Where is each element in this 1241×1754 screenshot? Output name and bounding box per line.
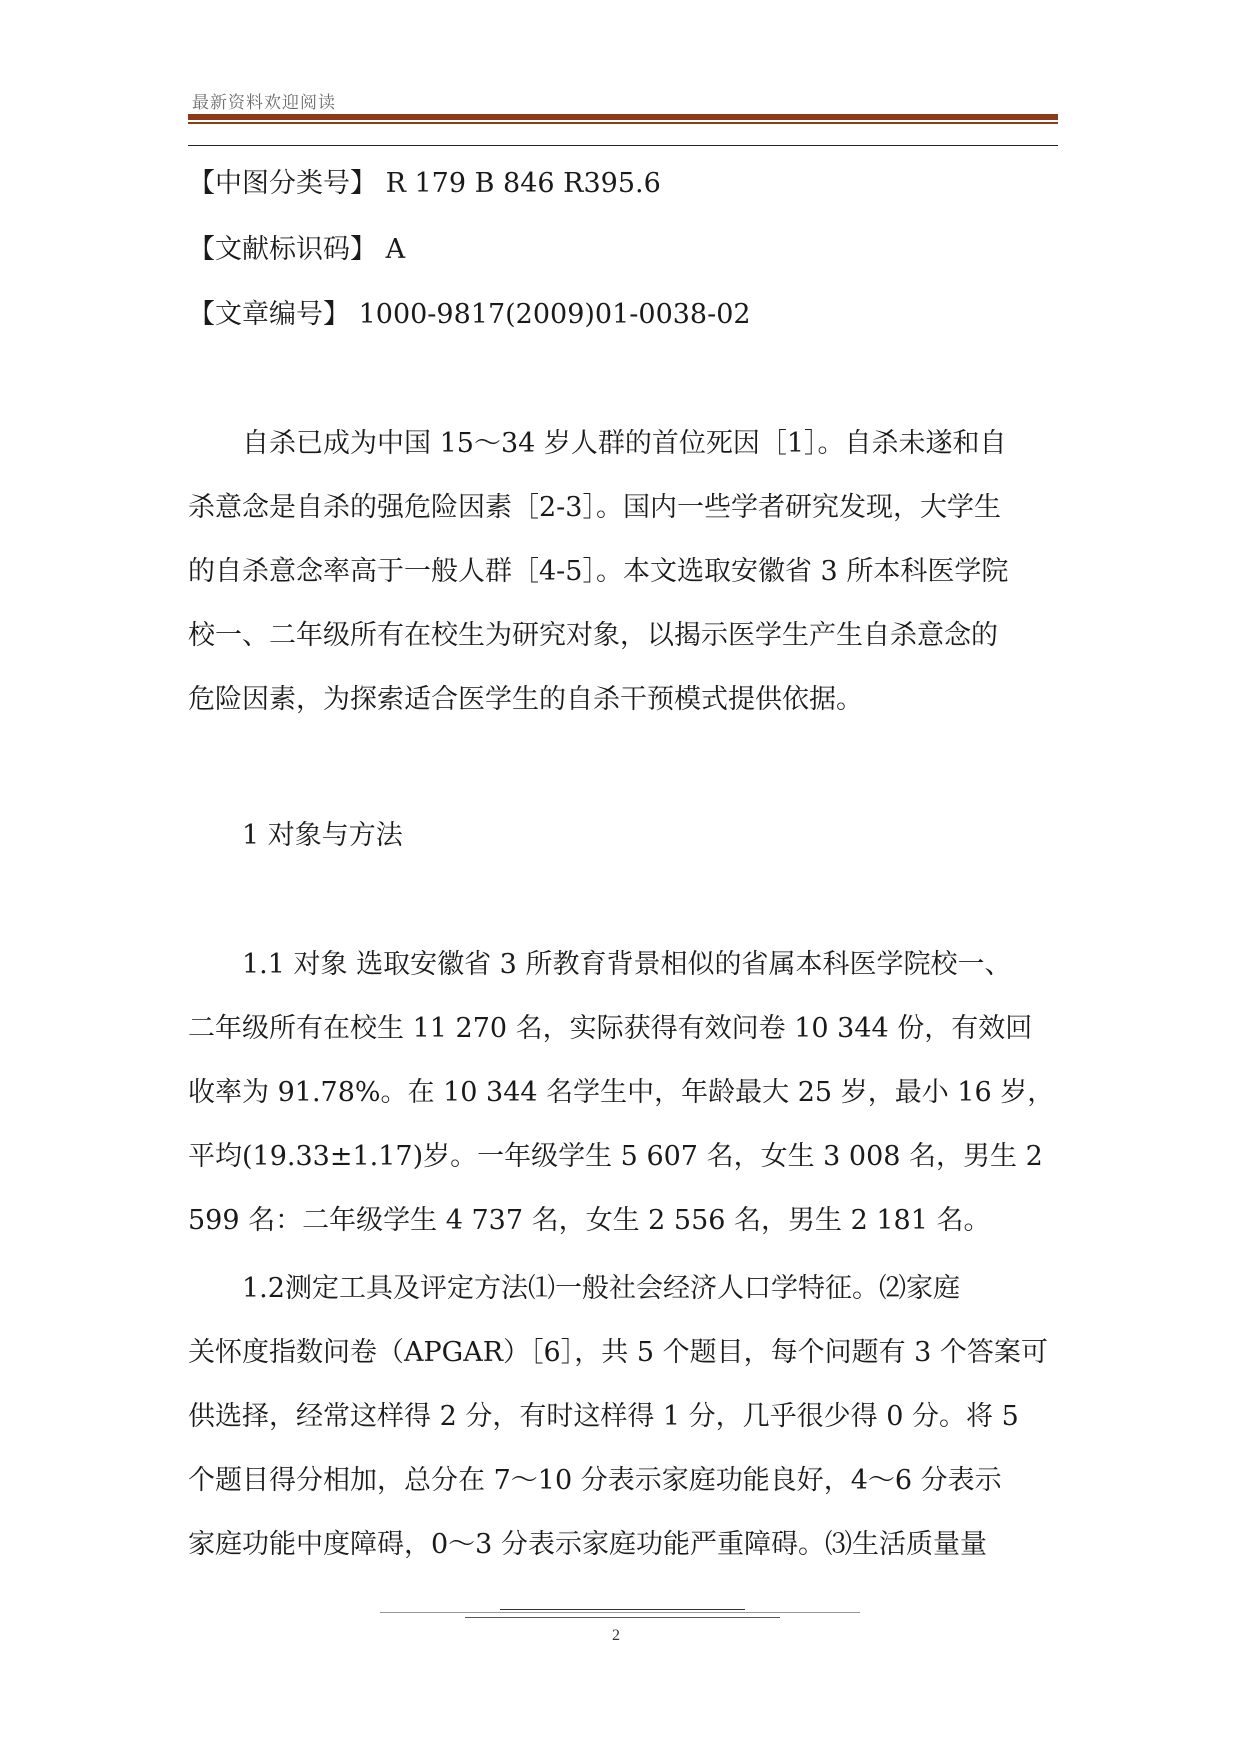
sub11-line: 1.1 对象 选取安徽省 3 所教育背景相似的省属本科医学院校一、: [188, 949, 1012, 980]
meta-doc-code: 【文献标识码】 A: [188, 234, 406, 265]
intro-line: 的自杀意念率高于一般人群［4-5］。本文选取安徽省 3 所本科医学院: [188, 556, 1009, 587]
header-rule-black: [188, 145, 1058, 146]
footer-rule-mid: [465, 1617, 780, 1618]
header-text: 最新资料欢迎阅读: [192, 93, 336, 113]
header-rule-thick: [188, 114, 1058, 120]
sub12-line: 关怀度指数问卷（APGAR）［6］，共 5 个题目，每个问题有 3 个答案可: [188, 1337, 1048, 1368]
subsection-1-2: [188, 1257, 1078, 1577]
page-number: 2: [612, 1627, 620, 1644]
sub12-line: 个题目得分相加，总分在 7～10 分表示家庭功能良好，4～6 分表示: [188, 1465, 1002, 1496]
sub11-line: 平均(19.33±1.17)岁。一年级学生 5 607 名，女生 3 008 名，男生 2: [188, 1141, 1043, 1172]
meta-article-no: 【文章编号】 1000-9817(2009)01-0038-02: [188, 299, 751, 330]
sub12-line: 1.2测定工具及评定方法⑴一般社会经济人口学特征。⑵家庭: [188, 1273, 960, 1304]
sub11-line: 收率为 91.78%。在 10 344 名学生中，年龄最大 25 岁，最小 16 岁，: [188, 1077, 1055, 1108]
intro-line: 自杀已成为中国 15～34 岁人群的首位死因［1］。自杀未遂和自: [188, 428, 1007, 459]
intro-line: 危险因素，为探索适合医学生的自杀干预模式提供依据。: [188, 684, 863, 715]
sub12-line: 供选择，经常这样得 2 分，有时这样得 1 分，几乎很少得 0 分。将 5: [188, 1401, 1019, 1432]
header-rule-thin: [188, 122, 1058, 124]
meta-clc: 【中图分类号】 R 179 B 846 R395.6: [188, 168, 661, 199]
sub12-line: 家庭功能中度障碍，0～3 分表示家庭功能严重障碍。⑶生活质量量: [188, 1529, 987, 1560]
sub11-line: 二年级所有在校生 11 270 名，实际获得有效问卷 10 344 份，有效回: [188, 1013, 1033, 1044]
intro-line: 杀意念是自杀的强危险因素［2-3］。国内一些学者研究发现，大学生: [188, 492, 1001, 523]
footer-rule-wide: [380, 1612, 860, 1613]
subsection-1-1: [188, 933, 1078, 1253]
intro-paragraph: [188, 412, 1078, 732]
intro-line: 校一、二年级所有在校生为研究对象，以揭示医学生产生自杀意念的: [188, 620, 998, 651]
section-1-title-block: [188, 804, 1078, 868]
sub11-line: 599 名：二年级学生 4 737 名，女生 2 556 名，男生 2 181 名。: [188, 1205, 991, 1236]
footer-rule-top: [500, 1609, 745, 1610]
section-1-title: 1 对象与方法: [188, 820, 403, 851]
